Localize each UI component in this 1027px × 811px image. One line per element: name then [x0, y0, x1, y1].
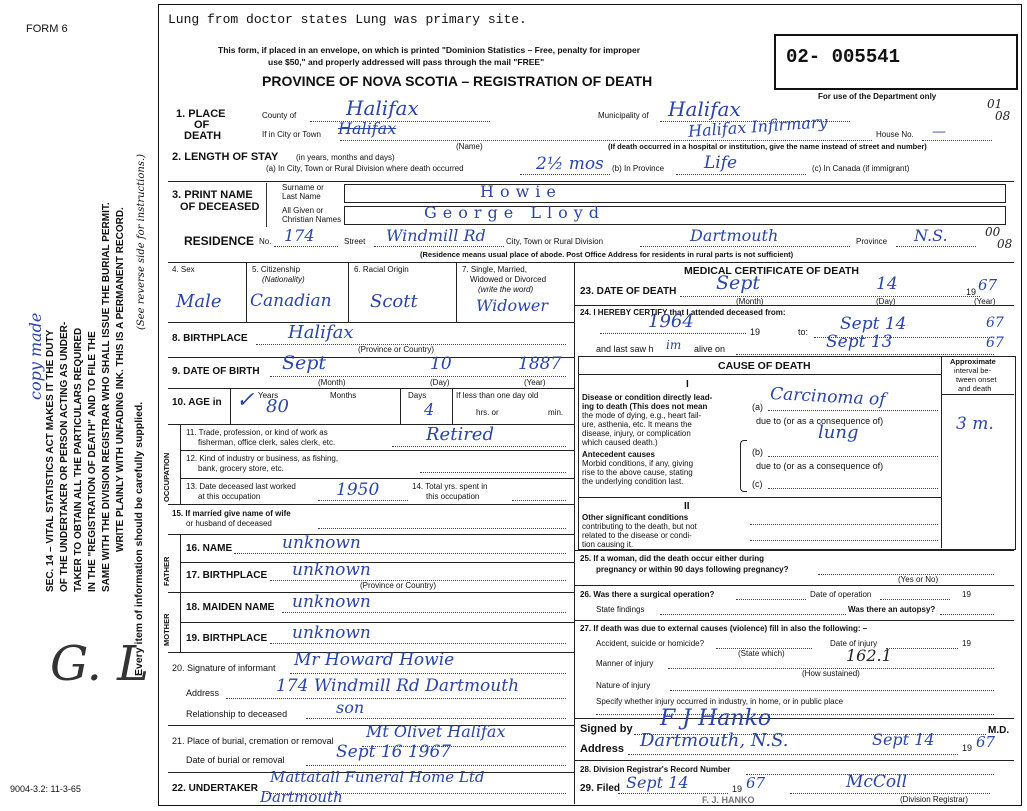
- name-label-b: OF DECEASED: [180, 201, 260, 213]
- age-check-mark: ✓: [236, 388, 255, 413]
- stay-c-label: (c) In Canada (if immigrant): [812, 164, 910, 173]
- signed-date: Sept 14: [872, 730, 935, 749]
- institution-note: (If death occurred in a hospital or institution, give the name instead of street and number): [608, 142, 927, 151]
- given-value: George Lloyd: [424, 203, 605, 222]
- citizenship-label: 5. Citizenship: [252, 265, 301, 274]
- municipality-value: Halifax: [668, 97, 741, 121]
- how-sustained: (How sustained): [802, 669, 860, 678]
- form-code: 9004-3.2: 11-3-65: [10, 784, 81, 794]
- typed-note: Lung from doctor states Lung was primary site.: [168, 12, 527, 27]
- burial-date-label: Date of burial or removal: [186, 755, 285, 765]
- municipality-label: Municipality of: [598, 111, 649, 120]
- sidebar-line-8: (See reverse side for instructions.): [136, 153, 147, 330]
- alive-on-label: alive on: [694, 344, 726, 354]
- other-a: Other significant conditions: [582, 513, 689, 522]
- filed-19: 19: [732, 784, 743, 794]
- alive-on-date: Sept 13: [826, 332, 893, 352]
- interval-header-d: and death: [958, 384, 992, 393]
- antecedent-b: Morbid conditions, if any, giving: [582, 459, 694, 468]
- residence-street-label: Street: [344, 237, 366, 246]
- residence-code-2: 08: [997, 237, 1013, 251]
- residence-city: Dartmouth: [690, 226, 779, 245]
- manner-code: 162.1: [846, 646, 892, 665]
- relationship-value: son: [336, 698, 365, 717]
- state-findings-label: State findings: [596, 605, 645, 614]
- total-years-label-a: 14. Total yrs. spent in: [412, 482, 488, 491]
- alive-on-year: 67: [986, 335, 1004, 351]
- industry-label-b: bank, grocery store, etc.: [198, 464, 284, 473]
- stay-a-label: (a) In City, Town or Rural Division where death occurred: [266, 164, 464, 173]
- dod-label: 23. DATE OF DEATH: [580, 286, 677, 297]
- sidebar-line-7: Every item of information should be carefully supplied.: [133, 401, 145, 676]
- cause-a-value: Carcinoma of: [769, 383, 887, 411]
- undertaker-label: 22. UNDERTAKER: [172, 783, 258, 794]
- informant-address-label: Address: [186, 688, 220, 698]
- hrs-label: hrs. or: [476, 408, 499, 417]
- undertaker-value: Mattatall Funeral Home Ltd: [270, 768, 485, 786]
- md-label: M.D.: [988, 725, 1010, 736]
- house-value: —: [932, 124, 946, 140]
- racial-label: 6. Racial Origin: [354, 265, 409, 274]
- stay-label: 2. LENGTH OF STAY: [172, 151, 279, 163]
- house-label: House No.: [876, 130, 914, 139]
- birthplace-sub: (Province or Country): [358, 345, 435, 354]
- attended-to-year: 67: [986, 315, 1004, 331]
- min-label: min.: [548, 408, 564, 417]
- mother-side-label: MOTHER: [162, 613, 171, 646]
- mother-maiden-value: unknown: [292, 592, 371, 612]
- state-which: (State which): [738, 649, 785, 658]
- due-to-label-2: due to (or as a consequence of): [756, 461, 884, 471]
- op-19: 19: [962, 590, 971, 599]
- residence-province: N.S.: [914, 226, 948, 245]
- medical-header: MEDICAL CERTIFICATE OF DEATH: [684, 265, 859, 277]
- registrar-signature: McColl: [846, 772, 908, 792]
- dob-month-sub: (Month): [318, 378, 346, 387]
- residence-city-label: City, Town or Rural Division: [506, 237, 604, 246]
- interval-header-c: tween onset: [956, 375, 997, 384]
- informant-address: 174 Windmill Rd Dartmouth: [276, 676, 520, 696]
- disease-line-b: ing to death (This does not mean: [582, 402, 708, 411]
- other-b: contributing to the death, but not: [582, 522, 697, 531]
- city-value: Halifax: [338, 119, 397, 138]
- cause-a-label: (a): [752, 402, 763, 412]
- sidebar-line-5: SAME WITH THE DIVISION REGISTRAR WHO SHALL ISSUE THE BURIAL PERMIT.: [101, 202, 112, 592]
- residence-no-label: No.: [259, 237, 272, 246]
- interval-a: 3 m.: [956, 414, 994, 434]
- dob-day: 10: [430, 354, 452, 374]
- age-label: 10. AGE in: [172, 397, 222, 408]
- less-day-label: If less than one day old: [456, 391, 539, 400]
- name-label-a: 3. PRINT NAME: [172, 189, 253, 201]
- disease-line-f: which caused death.): [582, 438, 658, 447]
- injury-date-label: Date of injury: [830, 639, 878, 648]
- sex-value: Male: [176, 291, 222, 312]
- dod-year-prefix: 19: [966, 287, 977, 297]
- place-label-b: OF: [194, 119, 210, 131]
- medical-address-label: Address: [580, 743, 625, 755]
- dept-code-2: 08: [995, 109, 1011, 123]
- interval-header-b: interval be-: [954, 366, 992, 375]
- citizenship-sub: (Nationality): [262, 275, 305, 284]
- last-worked-value: 1950: [336, 480, 380, 500]
- doctor-stamp: F. J. HANKO: [702, 795, 755, 805]
- years-value: 80: [266, 396, 289, 417]
- handwritten-copy-made: copy made: [26, 312, 45, 400]
- attended-to-label: to:: [798, 327, 809, 337]
- city-label: If in City or Town: [262, 130, 321, 139]
- specify-label: Specify whether injury occurred in industry, in home, or in public place: [596, 697, 844, 706]
- roman-two: II: [684, 501, 690, 512]
- envelope-note-1: This form, if placed in an envelope, on which is printed "Dominion Statistics – Free, penalty for improper: [218, 45, 641, 55]
- filed-date: Sept 14: [626, 773, 689, 792]
- name-sublabel: (Name): [456, 142, 483, 151]
- marital-label-a: 7. Single, Married,: [462, 265, 527, 274]
- filed-label: 29. Filed: [580, 783, 621, 794]
- days-value: 4: [424, 400, 435, 419]
- sex-label: 4. Sex: [172, 265, 195, 274]
- dept-use-label: For use of the Department only: [818, 92, 937, 101]
- days-label: Days: [408, 391, 427, 400]
- occupation-side-label: OCCUPATION: [162, 452, 171, 502]
- sidebar-line-2: OF THE UNDERTAKER OR PERSON ACTING AS UNDER-: [59, 321, 70, 592]
- op-date-label: Date of operation: [810, 590, 872, 599]
- trade-label-b: fisherman, office clerk, sales clerk, etc.: [198, 438, 336, 447]
- father-side-label: FATHER: [162, 556, 171, 586]
- disease-line-a: Disease or condition directly lead-: [582, 393, 713, 402]
- surgery-label: 26. Was there a surgical operation?: [580, 590, 715, 599]
- registrar-number-label: 28. Division Registrar's Record Number: [580, 765, 731, 774]
- stay-sublabel: (in years, months and days): [296, 153, 395, 162]
- marital-label-b: Widowed or Divorced: [470, 275, 547, 284]
- burial-place-value: Mt Olivet Halifax: [366, 722, 506, 741]
- surname-value: Howie: [480, 182, 562, 201]
- mother-birthplace-value: unknown: [292, 623, 371, 643]
- racial-value: Scott: [370, 291, 418, 312]
- disease-line-c: the mode of dying, e.g., heart fail-: [582, 411, 702, 420]
- surname-label-b: Last Name: [282, 192, 321, 201]
- dod-month: Sept: [716, 272, 761, 294]
- dob-day-sub: (Day): [430, 378, 450, 387]
- father-name-label: 16. NAME: [186, 543, 233, 554]
- external-label: 27. If death was due to external causes (violence) fill in also the following: –: [580, 624, 868, 633]
- trade-value: Retired: [426, 424, 494, 445]
- last-worked-label-a: 13. Date deceased last worked: [186, 482, 296, 491]
- undertaker-city: Dartmouth: [260, 788, 343, 806]
- nature-label: Nature of injury: [596, 681, 651, 690]
- marital-value: Widower: [476, 296, 548, 315]
- citizenship-value: Canadian: [250, 291, 332, 311]
- registration-number: 02- 005541: [786, 46, 901, 68]
- sidebar-line-4: IN THE "REGISTRATION OF DEATH" AND TO FILE THE: [87, 331, 98, 592]
- roman-one: I: [686, 379, 689, 390]
- total-years-label-b: this occupation: [426, 492, 480, 501]
- due-to-label-1: due to (or as a consequence of): [756, 416, 884, 426]
- residence-note: (Residence means usual place of abode. Post Office Address for residents in rural parts is not sufficient): [420, 250, 794, 259]
- burial-date-value: Sept 16 1967: [336, 742, 452, 762]
- handwritten-initials: G. L: [50, 636, 150, 692]
- father-name-value: unknown: [282, 533, 361, 553]
- medical-address: Dartmouth, N.S.: [640, 730, 789, 751]
- months-label: Months: [330, 391, 357, 400]
- mother-birthplace-label: 19. BIRTHPLACE: [186, 633, 268, 644]
- birthplace-label: 8. BIRTHPLACE: [172, 333, 248, 344]
- dob-year-sub: (Year): [524, 378, 546, 387]
- cause-header: CAUSE OF DEATH: [718, 360, 811, 372]
- cause-b-label: (b): [752, 447, 763, 457]
- informant-signature: Mr Howard Howie: [294, 650, 455, 670]
- residence-no: 174: [284, 226, 315, 245]
- other-d: tion causing it.: [582, 540, 634, 549]
- county-label: County of: [262, 111, 297, 120]
- signed-value: F J Hanko: [660, 706, 772, 731]
- marital-label-c: (write the word): [478, 285, 534, 294]
- other-c: related to the disease or condi-: [582, 531, 692, 540]
- antecedent-c: rise to the above cause, stating: [582, 468, 693, 477]
- spouse-label-a: 15. If married give name of wife: [172, 509, 291, 518]
- woman-label-a: 25. If a woman, did the death occur either during: [580, 554, 765, 563]
- disease-line-e: disease, injury, or complication: [582, 429, 691, 438]
- industry-label-a: 12. Kind of industry or business, as fishing,: [186, 454, 339, 463]
- antecedent-brace: [740, 440, 747, 492]
- birthplace-value: Halifax: [288, 322, 354, 343]
- mother-maiden-label: 18. MAIDEN NAME: [186, 602, 275, 613]
- signed-label: Signed by: [580, 723, 633, 735]
- residence-street: Windmill Rd: [386, 226, 486, 245]
- signed-year-prefix: 19: [962, 743, 973, 753]
- father-birthplace-label: 17. BIRTHPLACE: [186, 570, 268, 581]
- last-saw-label: and last saw h: [596, 344, 654, 354]
- residence-province-label: Province: [856, 237, 888, 246]
- manner-label: Manner of injury: [596, 659, 654, 668]
- county-value: Halifax: [346, 96, 419, 120]
- dob-month: Sept: [282, 352, 327, 374]
- cause-c-label: (c): [752, 479, 763, 489]
- attended-from: 1964: [648, 311, 694, 332]
- residence-label: RESIDENCE: [184, 234, 255, 248]
- dod-day: 14: [876, 274, 898, 294]
- dod-month-sub: (Month): [736, 297, 764, 306]
- antecedent-d: the underlying condition last.: [582, 477, 684, 486]
- injury-19: 19: [962, 639, 971, 648]
- place-label-a: 1. PLACE: [176, 108, 226, 120]
- sidebar-line-3: TAKER TO OBTAIN ALL THE PARTICULARS REQUIRED: [73, 327, 84, 592]
- dob-year: 1887: [518, 354, 562, 374]
- form-title: PROVINCE OF NOVA SCOTIA – REGISTRATION OF DEATH: [262, 73, 653, 89]
- burial-place-label: 21. Place of burial, cremation or removal: [172, 736, 334, 746]
- form-number: FORM 6: [26, 23, 68, 35]
- dod-year: 67: [978, 276, 998, 294]
- spouse-label-b: or husband of deceased: [186, 519, 272, 528]
- stay-a-value: 2½ mos: [536, 154, 604, 174]
- accident-label: Accident, suicide or homicide?: [596, 639, 705, 648]
- father-birthplace-value: unknown: [292, 560, 371, 580]
- last-saw-him: im: [666, 338, 682, 352]
- dod-day-sub: (Day): [876, 297, 896, 306]
- stay-b-label: (b) In Province: [612, 164, 665, 173]
- signed-year: 67: [976, 733, 996, 751]
- surname-label-a: Surname or: [282, 183, 324, 192]
- father-birthplace-sub: (Province or Country): [360, 581, 437, 590]
- disease-line-d: ure, asthenia, etc. It means the: [582, 420, 692, 429]
- informant-sig-label: 20. Signature of informant: [172, 663, 276, 673]
- certify-label: 24. I HEREBY CERTIFY that I attended deceased from:: [580, 308, 786, 317]
- given-label-a: All Given or: [282, 206, 324, 215]
- years-label: Years: [258, 391, 279, 400]
- sidebar-line-6: WRITE PLAINLY WITH UNFADING INK. THIS IS A PERMANENT RECORD.: [115, 207, 126, 552]
- sidebar-line-1: SEC. 14 – VITAL STATISTICS ACT MAKES IT THE DUTY: [45, 329, 56, 592]
- relationship-label: Relationship to deceased: [186, 709, 288, 719]
- filed-year: 67: [746, 774, 766, 792]
- institution-value: Halifax Infirmary: [687, 112, 829, 141]
- dept-code-1: 01: [987, 97, 1003, 111]
- given-label-b: Christian Names: [282, 215, 342, 224]
- autopsy-label: Was there an autopsy?: [848, 605, 936, 614]
- dod-year-sub: (Year): [974, 297, 996, 306]
- cause-a-value-2: lung: [818, 422, 859, 443]
- surname-box: [344, 184, 1006, 203]
- place-label-c: DEATH: [184, 130, 222, 142]
- trade-label-a: 11. Trade, profession, or kind of work as: [186, 428, 328, 437]
- stay-b-value: Life: [704, 153, 738, 173]
- residence-code-1: 00: [985, 225, 1001, 239]
- last-worked-label-b: at this occupation: [198, 492, 261, 501]
- envelope-note-2: use $50," and properly addressed will pass through the mail "FREE": [268, 57, 545, 67]
- dob-label: 9. DATE OF BIRTH: [172, 366, 260, 377]
- yes-no-label: (Yes or No): [898, 575, 939, 584]
- antecedent-a: Antecedent causes: [582, 450, 655, 459]
- interval-header-a: Approximate: [950, 357, 996, 366]
- attended-from-19: 19: [750, 327, 761, 337]
- attended-to: Sept 14: [840, 314, 907, 334]
- division-registrar-label: (Division Registrar): [900, 795, 969, 804]
- woman-label-b: pregnancy or within 90 days following pregnancy?: [596, 565, 789, 574]
